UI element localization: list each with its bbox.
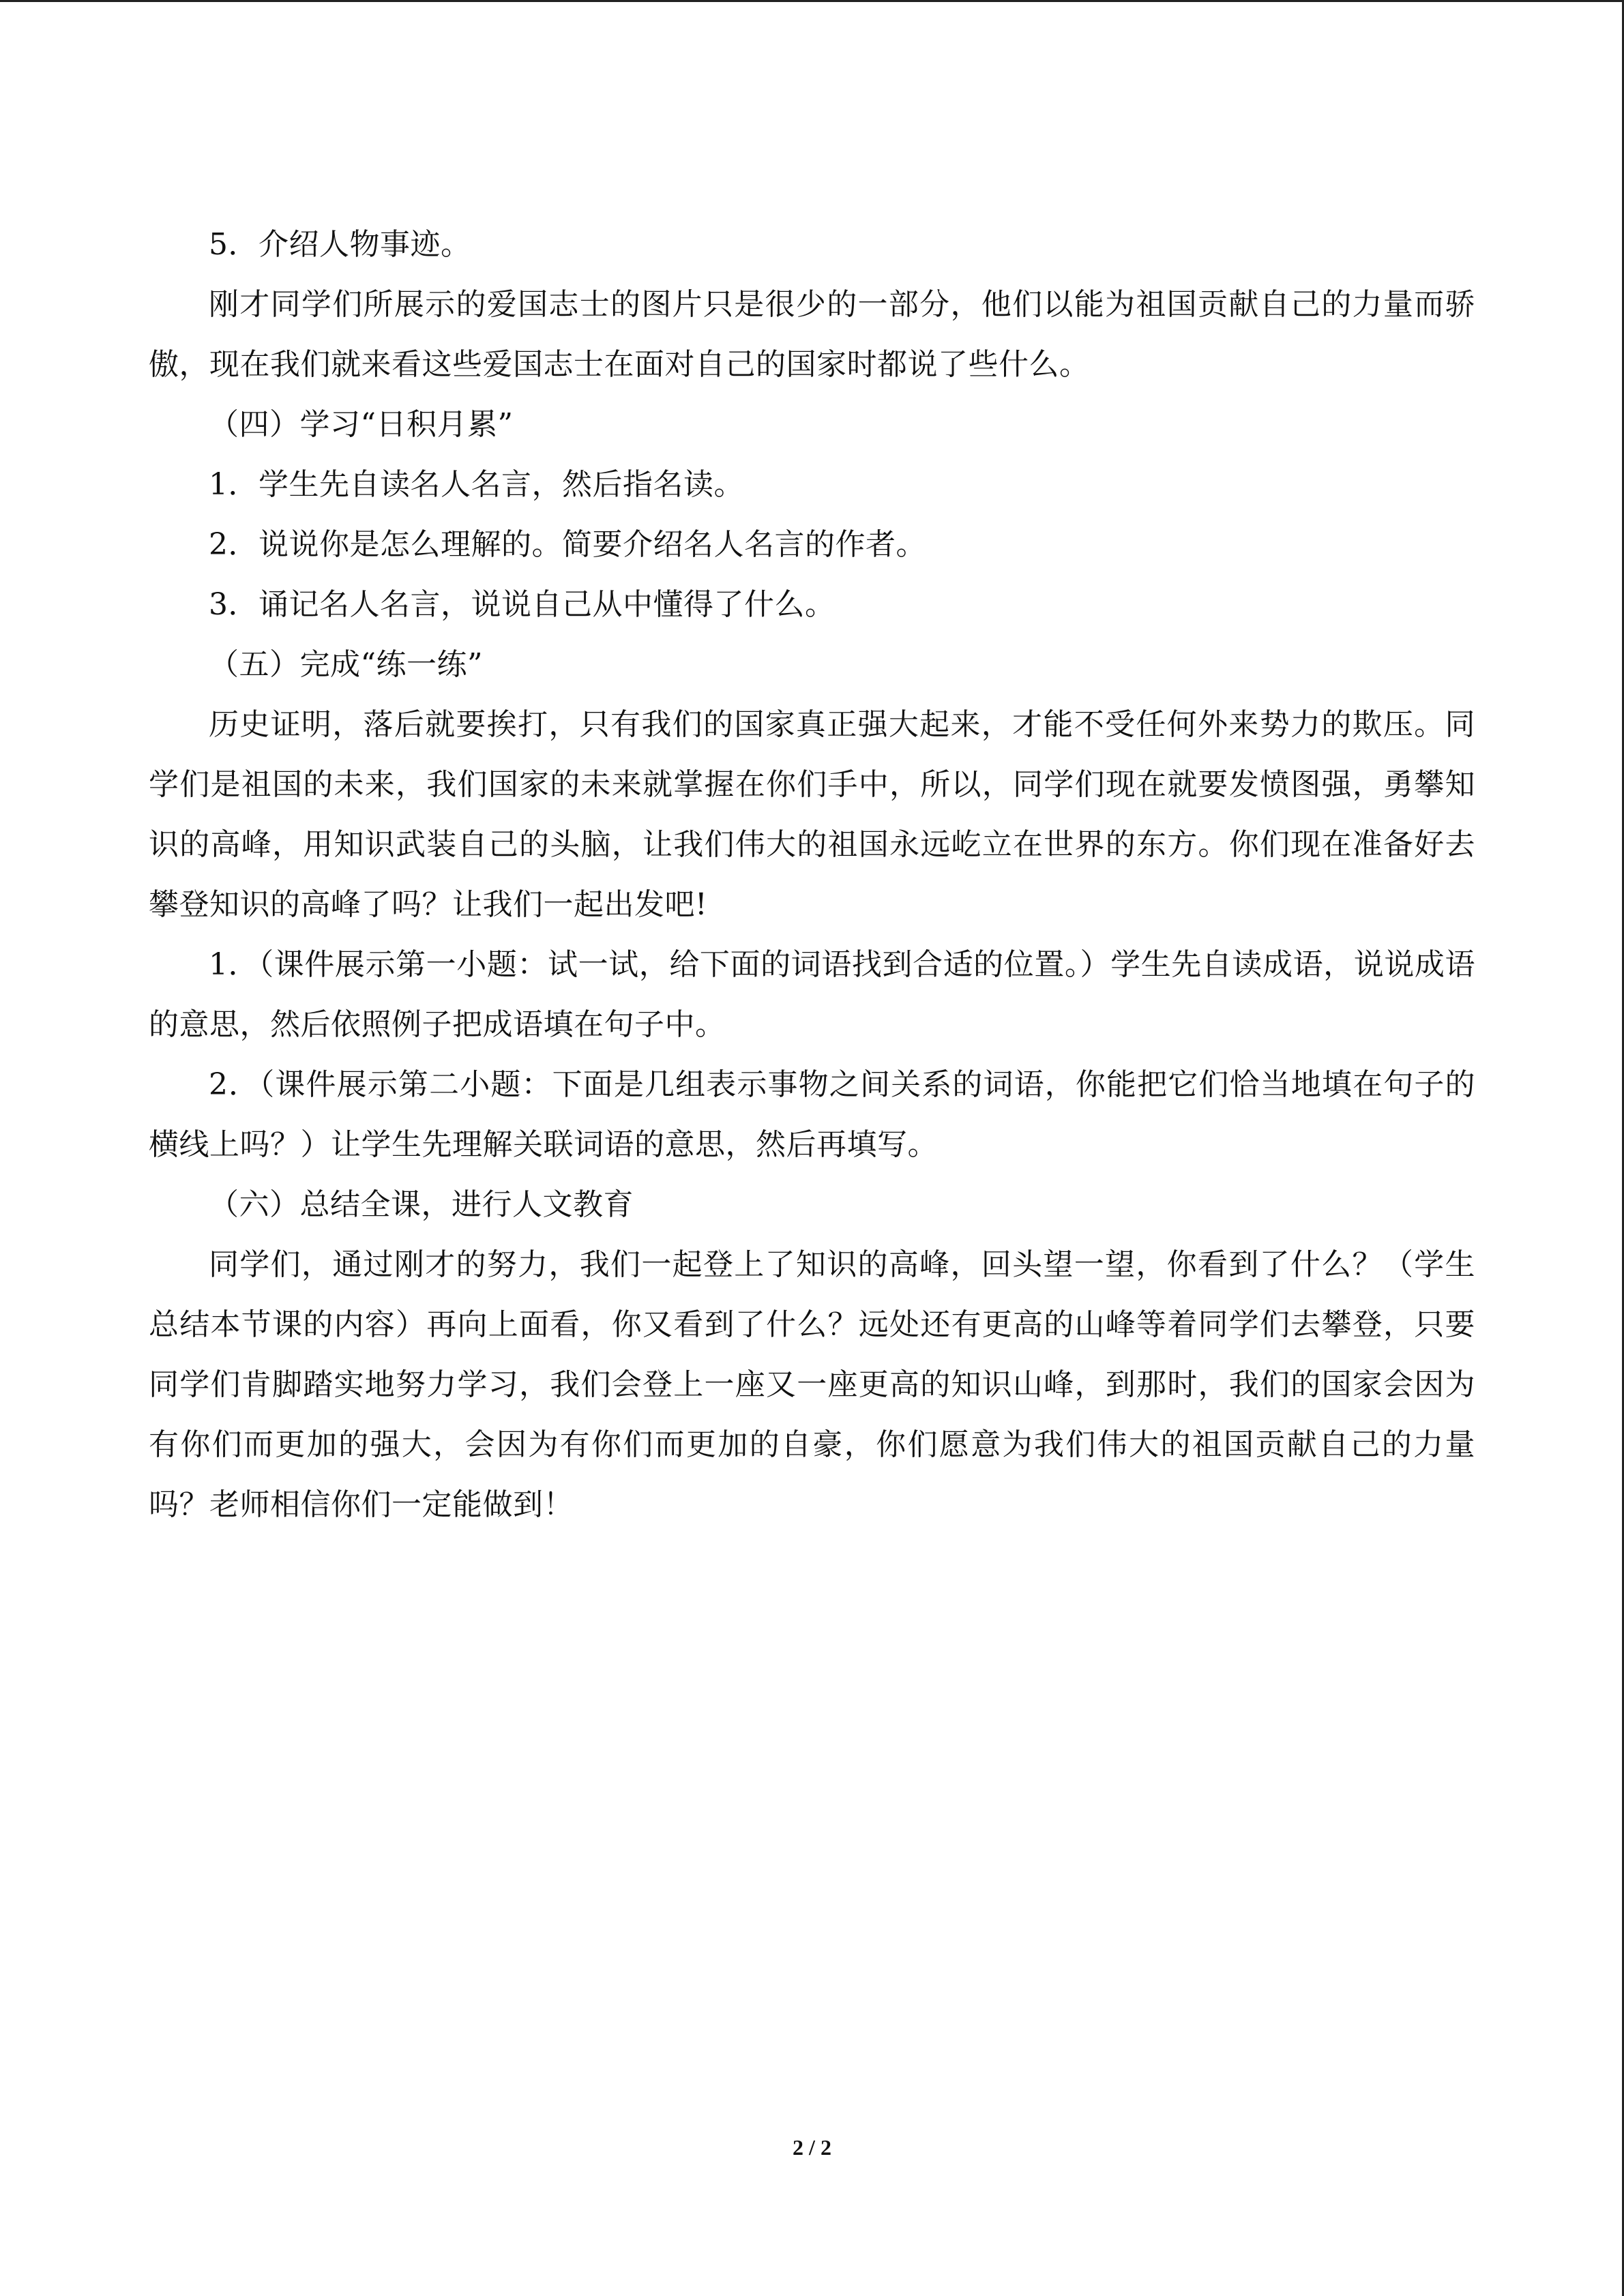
paragraph-step-2: 2．说说你是怎么理解的。简要介绍名人名言的作者。 bbox=[209, 527, 926, 562]
page-number: 2 / 2 bbox=[793, 2135, 831, 2160]
paragraph-summary: 同学们，通过刚才的努力，我们一起登上了知识的高峰，回头望一望，你看到了什么？（学生总结本节课的内容）再向上面看，你又看到了什么？远处还有更高的山峰等着同学们去攀登，只要同学们肯脚踏实地努力学习，我们会登上一座又一座更高的知识山峰，到那时，我们的国家会因为有你们而更加的强大，会因为有你们而更加的自豪，你们愿意为我们伟大的祖国贡献自己的力量吗？老师相信你们一定能做到！ bbox=[149, 1247, 1475, 1522]
paragraph-exercise-2: 2．（课件展示第二小题：下面是几组表示事物之间关系的词语，你能把它们恰当地填在句子的横线上吗？）让学生先理解关联词语的意思，然后再填写。 bbox=[149, 1067, 1475, 1162]
document-body bbox=[149, 215, 1475, 1535]
paragraph-step-1: 1．学生先自读名人名言，然后指名读。 bbox=[209, 467, 744, 502]
paragraph-item-5-heading: 5．介绍人物事迹。 bbox=[209, 227, 471, 262]
section-heading-5: （五）完成“练一练” bbox=[209, 647, 483, 682]
paragraph-step-3: 3．诵记名人名言，说说自己从中懂得了什么。 bbox=[209, 587, 836, 622]
section-heading-4: （四）学习“日积月累” bbox=[209, 407, 514, 442]
paragraph-history-proof: 历史证明，落后就要挨打，只有我们的国家真正强大起来，才能不受任何外来势力的欺压。同学们是祖国的未来，我们国家的未来就掌握在你们手中，所以，同学们现在就要发愤图强，勇攀知识的高峰，用知识武装自己的头脑，让我们伟大的祖国永远屹立在世界的东方。你们现在准备好去攀登知识的高峰了吗？让我们一起出发吧! bbox=[149, 707, 1475, 922]
section-heading-6: （六）总结全课，进行人文教育 bbox=[209, 1187, 634, 1222]
paragraph-patriots-intro: 刚才同学们所展示的爱国志士的图片只是很少的一部分，他们以能为祖国贡献自己的力量而骄傲，现在我们就来看这些爱国志士在面对自己的国家时都说了些什么。 bbox=[149, 287, 1475, 382]
paragraph-exercise-1: 1．（课件展示第一小题：试一试，给下面的词语找到合适的位置。）学生先自读成语，说说成语的意思，然后依照例子把成语填在句子中。 bbox=[149, 947, 1475, 1042]
